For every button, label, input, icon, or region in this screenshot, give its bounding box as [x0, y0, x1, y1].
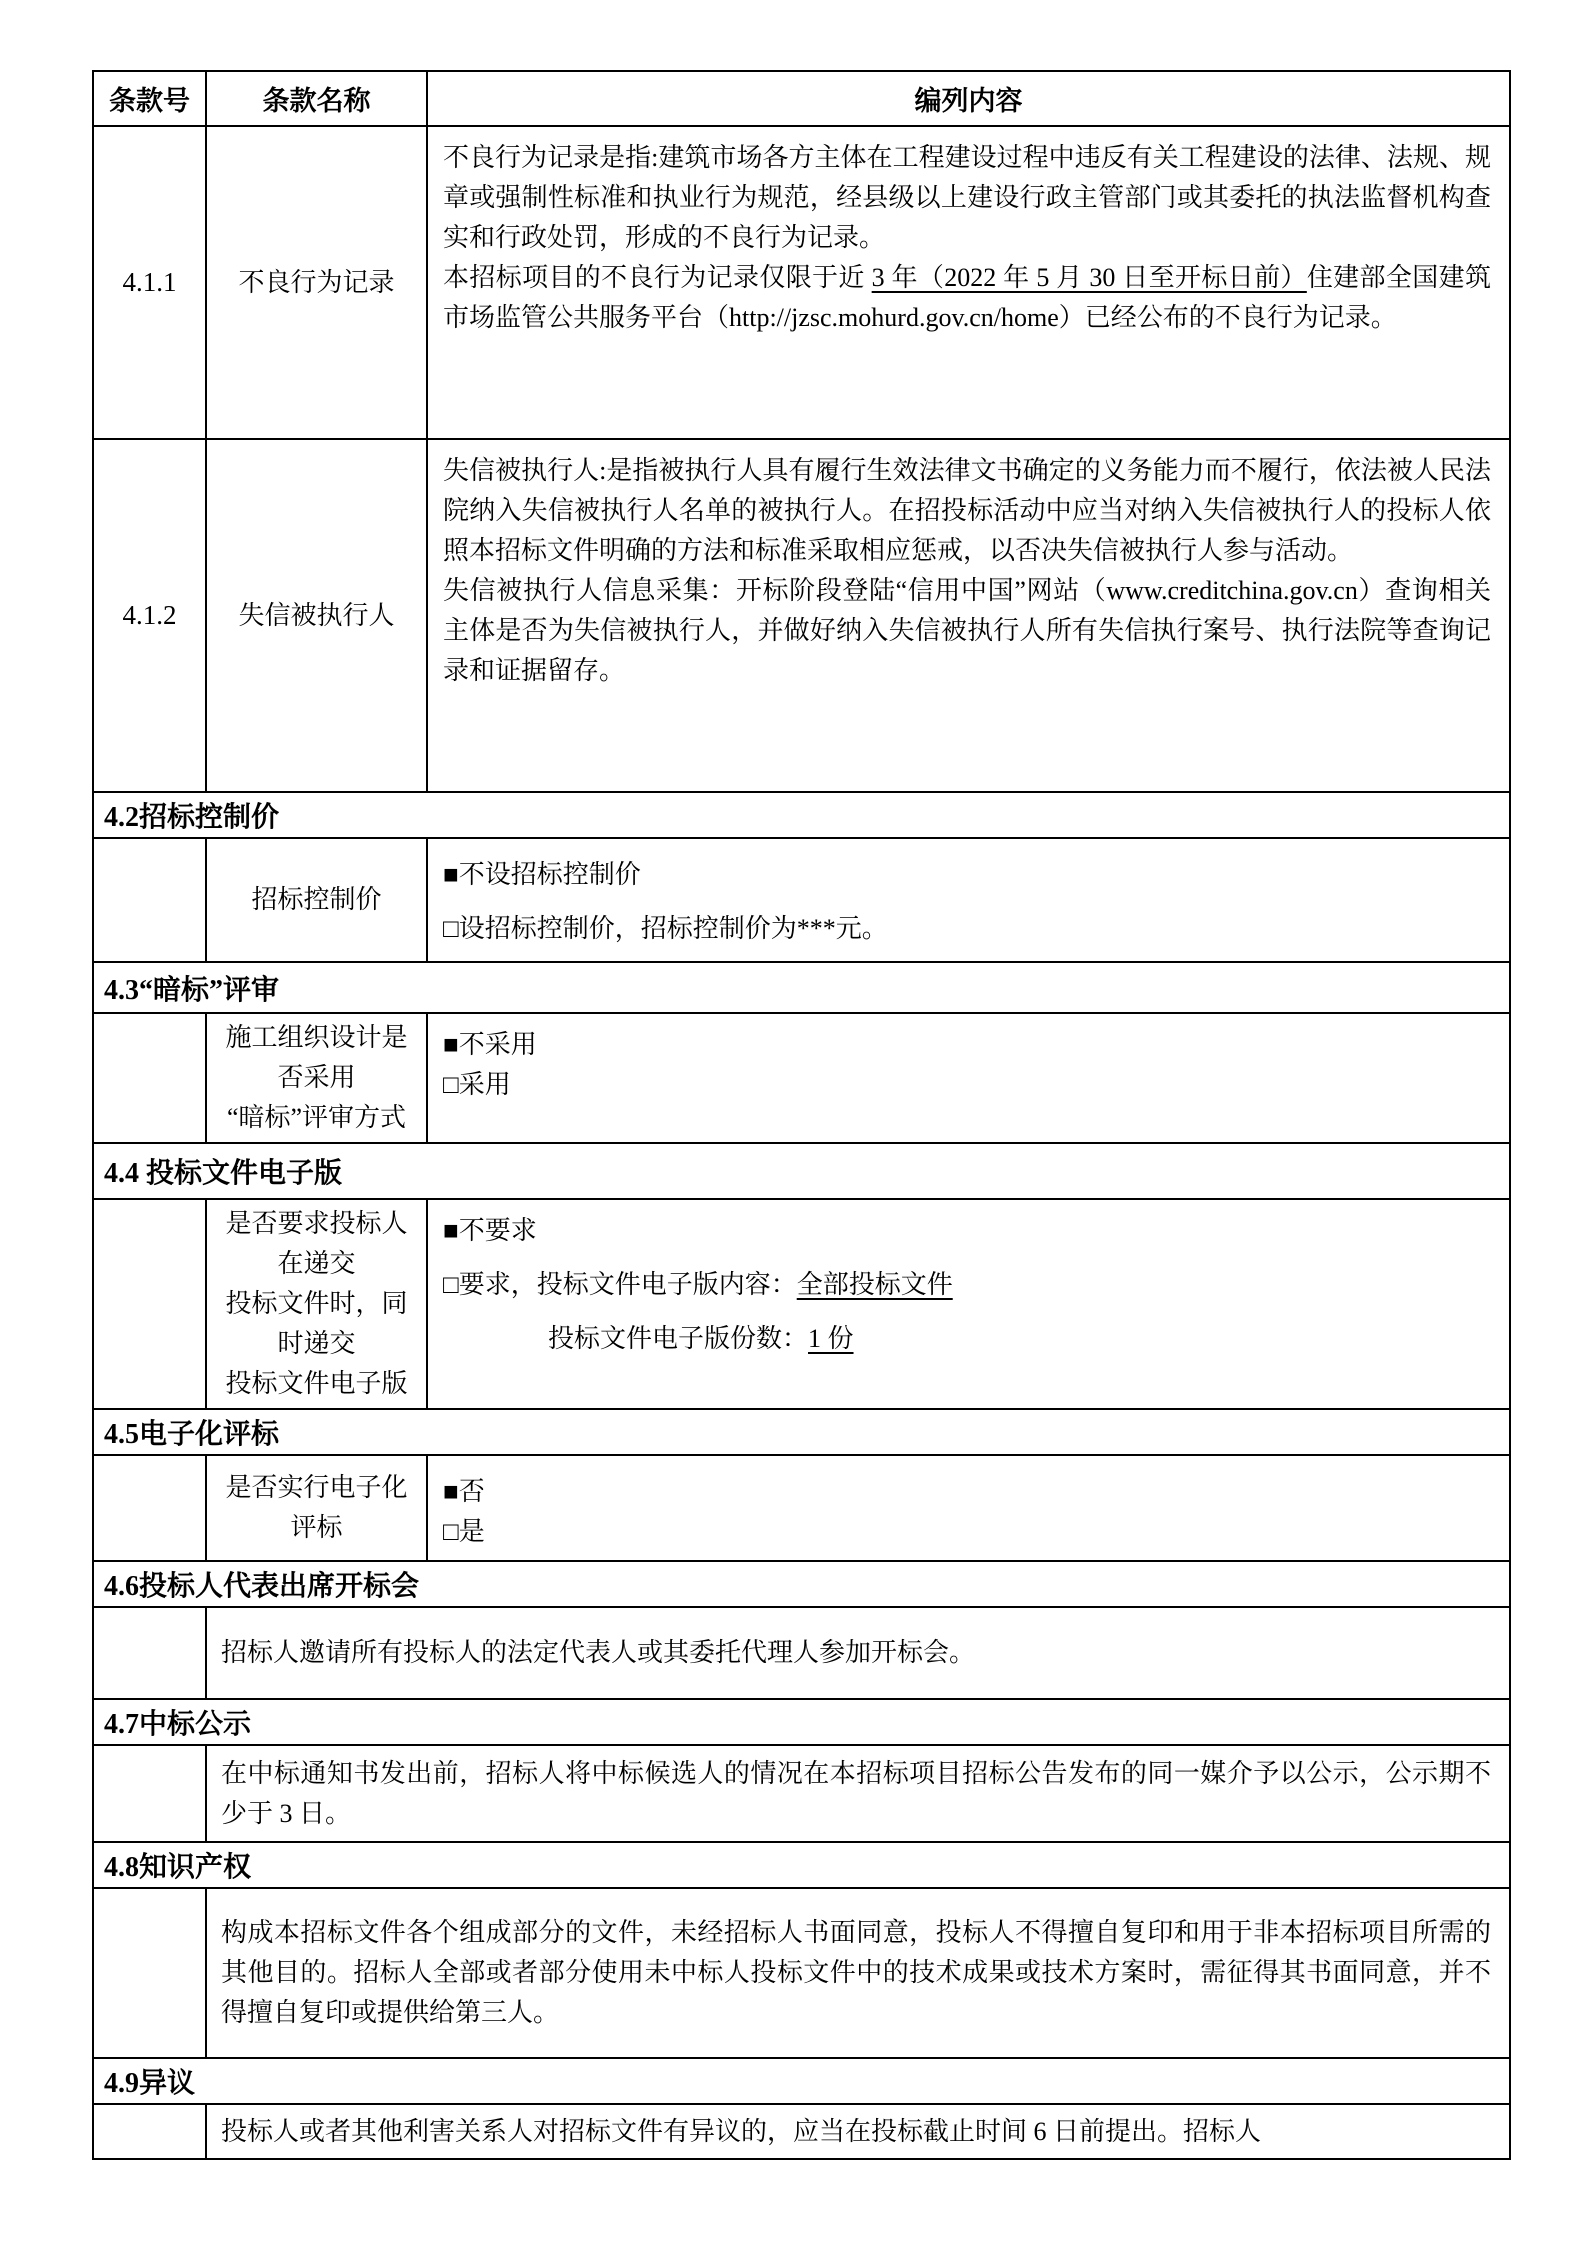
text-segment: 已经公布的不良行为记录。	[1084, 303, 1397, 332]
table-header	[93, 71, 1510, 126]
merged-row	[93, 1607, 1510, 1699]
section-row	[93, 1561, 1510, 1607]
header-content: 编列内容	[427, 71, 1510, 126]
content-paragraph	[443, 451, 1491, 571]
clause-no-cell	[93, 1888, 206, 2058]
content-paragraph	[443, 855, 1491, 895]
clause-name-cell	[206, 1455, 427, 1561]
section-row	[93, 1143, 1510, 1199]
merged-row	[93, 2104, 1510, 2159]
clause-content-cell	[427, 126, 1510, 439]
clause-no-cell	[93, 1745, 206, 1842]
text-segment: 构成本招标文件各个组成部分的文件，未经招标人书面同意，投标人不得擅自复印和用于非本招标项目所需的其他目的。招标人全部或者部分使用未中标人投标文件中的技术成果或技术方案时，需征得其书面同意，并不得擅自复印或提供给第三人。	[221, 1918, 1491, 2027]
clause-row	[93, 1013, 1510, 1143]
merged-content-cell	[206, 1888, 1510, 2058]
clause-no-cell	[93, 1199, 206, 1409]
text-segment: 本招标项目的不良行为记录仅限于近	[443, 263, 872, 292]
clause-table	[92, 70, 1511, 2160]
content-paragraph	[443, 258, 1491, 338]
content-paragraph	[221, 1913, 1491, 2033]
content-paragraph	[221, 1633, 1491, 1673]
content-paragraph	[443, 1065, 1491, 1105]
text-segment: 投标人或者其他利害关系人对招标文件有异议的，应当在投标截止时间 6 日前提出。招标人	[221, 2116, 1262, 2146]
text-segment: （http://jzsc.mohurd.gov.cn/home）	[703, 303, 1085, 332]
content-paragraph	[443, 571, 1491, 691]
content-paragraph	[443, 1265, 1491, 1305]
clause-name-line: 投标文件电子版	[225, 1369, 408, 1398]
merged-content-cell	[206, 1745, 1510, 1842]
content-paragraph	[443, 1512, 1491, 1552]
clause-name-cell	[206, 1199, 427, 1409]
section-row	[93, 962, 1510, 1013]
clause-row	[93, 126, 1510, 439]
section-label: 4.5电子化评标	[93, 1409, 1510, 1455]
text-segment: □是	[443, 1517, 485, 1546]
text-segment: ■不设招标控制价	[443, 860, 641, 889]
clause-name-line: 是否要求投标人在递交	[225, 1209, 408, 1278]
clause-content-cell	[427, 1455, 1510, 1561]
underlined-text: 3 年（2022 年 5 月 30 日至开标日前）	[871, 263, 1307, 292]
underlined-text: 全部投标文件	[796, 1270, 953, 1299]
clause-no-cell	[93, 1607, 206, 1699]
header-row	[93, 71, 1510, 126]
section-label: 4.3“暗标”评审	[93, 962, 1510, 1013]
text-segment: ■不采用	[443, 1030, 537, 1059]
content-paragraph	[443, 1319, 1491, 1359]
section-label: 4.2招标控制价	[93, 792, 1510, 838]
content-paragraph	[443, 138, 1491, 258]
text-segment: 在中标通知书发出前，招标人将中标候选人的情况在本招标项目招标公告发布的同一媒介予以公示，公示期不少于 3 日。	[221, 1758, 1491, 1828]
text-segment: 不良行为记录是指:建筑市场各方主体在工程建设过程中违反有关工程建设的法律、法规、规章或强制性标准和执业行为规范，经县级以上建设行政主管部门或其委托的执法监督机构查实和行政处罚，形成的不良行为记录。	[443, 143, 1491, 252]
table-body	[93, 126, 1510, 2159]
merged-content-cell	[206, 1607, 1510, 1699]
clause-name-line: 招标控制价	[251, 885, 382, 914]
section-label: 4.9异议	[93, 2058, 1510, 2104]
clause-name-line: 施工组织设计是否采用	[225, 1023, 408, 1092]
clause-name-cell	[206, 126, 427, 439]
clause-name-cell	[206, 1013, 427, 1143]
merged-row	[93, 1888, 1510, 2058]
text-segment: □采用	[443, 1070, 511, 1099]
underlined-text: 1 份	[808, 1324, 854, 1353]
clause-no-cell: 4.1.2	[93, 439, 206, 792]
clause-content-cell	[427, 439, 1510, 792]
section-row	[93, 1699, 1510, 1745]
clause-name-line: 不良行为记录	[238, 267, 395, 297]
content-paragraph	[443, 1472, 1491, 1512]
content-paragraph	[221, 2112, 1491, 2152]
clause-name-line: 是否实行电子化	[225, 1473, 408, 1502]
text-segment: 住建部全国建筑市场监管公共服务平台	[443, 263, 1491, 332]
content-paragraph	[443, 1025, 1491, 1065]
section-row	[93, 1842, 1510, 1888]
clause-content-cell	[427, 838, 1510, 962]
text-segment: □要求，投标文件电子版内容：	[443, 1270, 797, 1299]
text-segment: 失信被执行人:是指被执行人具有履行生效法律文书确定的义务能力而不履行，依法被人民法院纳入失信被执行人名单的被执行人。在招投标活动中应当对纳入失信被执行人的投标人依照本招标文件明确的方法和标准采取相应惩戒，以否决失信被执行人参与活动。	[443, 456, 1491, 565]
clause-name-line: “暗标”评审方式	[226, 1103, 407, 1132]
section-label: 4.7中标公示	[93, 1699, 1510, 1745]
clause-no-cell	[93, 838, 206, 962]
header-clause-name: 条款名称	[206, 71, 427, 126]
clause-no-cell: 4.1.1	[93, 126, 206, 439]
text-segment: 投标文件电子版份数：	[548, 1324, 809, 1353]
section-row	[93, 792, 1510, 838]
clause-row	[93, 439, 1510, 792]
merged-content-cell	[206, 2104, 1510, 2159]
section-label: 4.6投标人代表出席开标会	[93, 1561, 1510, 1607]
clause-name-line: 失信被执行人	[238, 600, 395, 630]
text-segment: （www.creditchina.gov.cn）	[1079, 576, 1386, 605]
clause-content-cell	[427, 1013, 1510, 1143]
clause-row	[93, 838, 1510, 962]
text-segment: 招标人邀请所有投标人的法定代表人或其委托代理人参加开标会。	[221, 1638, 976, 1667]
text-segment: ■不要求	[443, 1216, 537, 1245]
clause-no-cell	[93, 1455, 206, 1561]
text-segment: 查询相关主体是否为失信被执行人，并做好纳入失信被执行人所有失信执行案号、执行法院等查询记录和证据留存。	[443, 576, 1491, 685]
clause-no-cell	[93, 2104, 206, 2159]
content-paragraph	[221, 1754, 1491, 1834]
clause-name-line: 评标	[290, 1513, 343, 1542]
content-paragraph	[443, 1211, 1491, 1251]
section-row	[93, 1409, 1510, 1455]
clause-row	[93, 1199, 1510, 1409]
clause-no-cell	[93, 1013, 206, 1143]
section-label: 4.4 投标文件电子版	[93, 1143, 1510, 1199]
clause-name-cell	[206, 838, 427, 962]
text-segment: 失信被执行人信息采集：开标阶段登陆“信用中国”网站	[443, 576, 1080, 605]
clause-row	[93, 1455, 1510, 1561]
merged-row	[93, 1745, 1510, 1842]
section-row	[93, 2058, 1510, 2104]
content-paragraph	[443, 909, 1491, 949]
clause-content-cell	[427, 1199, 1510, 1409]
text-segment: ■否	[443, 1477, 485, 1506]
clause-name-cell	[206, 439, 427, 792]
text-segment: □设招标控制价，招标控制价为***元。	[443, 914, 888, 943]
header-clause-no: 条款号	[93, 71, 206, 126]
clause-name-line: 投标文件时，同时递交	[225, 1289, 408, 1358]
section-label: 4.8知识产权	[93, 1842, 1510, 1888]
